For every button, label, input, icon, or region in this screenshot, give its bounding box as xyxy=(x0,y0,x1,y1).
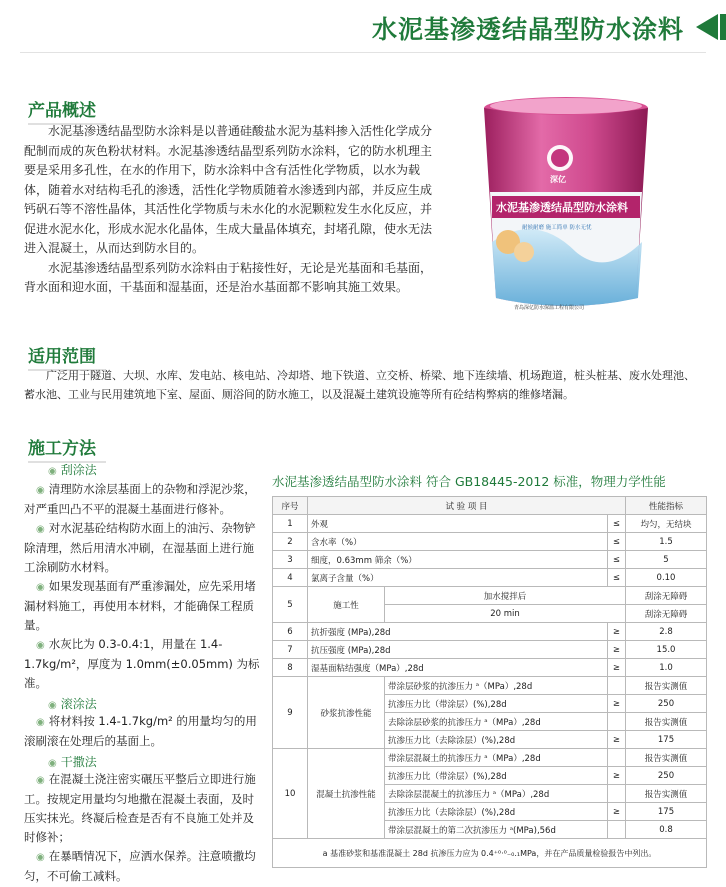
row-sub-item: 20 min xyxy=(385,605,626,623)
header-item: 试 验 项 目 xyxy=(308,497,626,515)
table-footnote: a 基准砂浆和基准混凝土 28d 抗渗压力应为 0.4⁺⁰·⁰₋₀.₁MPa，并在产品质量检验报告中列出。 xyxy=(273,839,707,868)
row-spec: 250 xyxy=(626,695,707,713)
header-spec: 性能指标 xyxy=(626,497,707,515)
row-no: 9 xyxy=(273,677,308,749)
method-column xyxy=(24,461,264,886)
row-sub-item: 带涂层砂浆的抗渗压力 ᵃ（MPa）,28d xyxy=(385,677,608,695)
row-spec: 报告实测值 xyxy=(626,785,707,803)
method-dry-step-1-text: 在混凝土浇注密实碾压平整后立即进行施工。按规定用量均匀地撒在混凝土表面，及时压实抹光。终凝后检查是否有不良施工处并及时修补； xyxy=(24,772,256,844)
row-op: ≥ xyxy=(607,659,625,677)
row-item: 混凝土抗渗性能 xyxy=(308,749,385,839)
row-op xyxy=(607,749,625,767)
method-dry-label: 干撒法 xyxy=(60,755,97,769)
row-spec: 1.0 xyxy=(626,659,707,677)
row-item: 砂浆抗渗性能 xyxy=(308,677,385,749)
row-no: 1 xyxy=(273,515,308,533)
row-no: 6 xyxy=(273,623,308,641)
method-dry-heading: ◉ 干撒法 xyxy=(48,755,97,769)
method-scrape-step-4-text: 水灰比为 0.3-0.4:1，用量在 1.4-1.7kg/m²，厚度为 1.0mm(±0.05mm) 为标准。 xyxy=(24,637,260,690)
row-item: 细度，0.63mm 筛余（%） xyxy=(308,551,608,569)
row-spec: 均匀，无结块 xyxy=(626,515,707,533)
header-no: 序号 xyxy=(273,497,308,515)
row-item: 抗折强度 (MPa),28d xyxy=(308,623,608,641)
row-no: 10 xyxy=(273,749,308,839)
product-bucket-image xyxy=(466,92,666,324)
header-arrow-icon xyxy=(696,14,718,40)
row-spec: 刮涂无障碍 xyxy=(626,587,707,605)
row-no: 7 xyxy=(273,641,308,659)
method-scrape-heading: ◉ 刮涂法 xyxy=(48,463,97,477)
scope-text: 广泛用于隧道、大坝、水库、发电站、核电站、冷却塔、地下铁道、立交桥、桥梁、地下连续墙、机场跑道，桩头桩基、废水处理池、蓄水池、工业与民用建筑地下室、屋面、厕浴间的防水施工，以及混凝土建筑设施等所有砼结构弊病的维修堵漏。 xyxy=(24,369,695,401)
row-spec: 0.10 xyxy=(626,569,707,587)
table-row xyxy=(273,659,707,677)
row-no: 2 xyxy=(273,533,308,551)
row-no: 5 xyxy=(273,587,308,623)
row-op: ≥ xyxy=(607,641,625,659)
method-dry-step-2-text: 在暴晒情况下，应洒水保养。注意喷撒均匀，不可偷工减料。 xyxy=(24,849,256,883)
row-op: ≤ xyxy=(607,533,625,551)
row-sub-item: 加水搅拌后 xyxy=(385,587,626,605)
method-roll-step-1: ◉ 将材料按 1.4-1.7kg/m² 的用量均匀的用滚刷滚在处理后的基面上。 xyxy=(24,714,257,748)
row-spec: 0.8 xyxy=(626,821,707,839)
overview-paragraph-1: 水泥基渗透结晶型防水涂料是以普通硅酸盐水泥为基料掺入活性化学成分配制而成的灰色粉状材料。水泥基渗透结晶型系列防水涂料，它的防水机理主要是采用多孔性，在水的作用下，防水涂料中含有活性化学物质，以水为载体，随着水对结构毛孔的渗透，活性化学物质随着水渗透到内部，并反应生成钙矾石等不溶性晶体，其活性化学物质与未水化的水泥颗粒发生水化反应，并促进水泥水化，形成水泥水化晶体，生成大量晶体填充，封堵孔隙，使水无法进入混凝土，从而达到防水目的。 xyxy=(24,124,433,255)
row-spec: 报告实测值 xyxy=(626,749,707,767)
row-sub-item: 抗渗压力比（去除涂层）(%),28d xyxy=(385,803,608,821)
method-scrape-label: 刮涂法 xyxy=(60,463,97,477)
row-op xyxy=(607,713,625,731)
row-op: ≥ xyxy=(607,767,625,785)
method-roll-heading: ◉ 滚涂法 xyxy=(48,697,97,711)
row-sub-item: 去除涂层混凝土的抗渗压力 ᵃ（MPa）,28d xyxy=(385,785,608,803)
row-spec: 1.5 xyxy=(626,533,707,551)
row-spec: 250 xyxy=(626,767,707,785)
header-accent-bar xyxy=(720,14,726,40)
method-heading xyxy=(28,434,96,459)
method-scrape-step-1: ◉ 清理防水涂层基面上的杂物和浮泥沙浆，对严重凹凸不平的混凝土基面进行修补。 xyxy=(24,482,256,516)
table-row xyxy=(273,569,707,587)
method-scrape-step-3: ◉ 如果发现基面有严重渗漏处，应先采用堵漏材料施工，再使用本材料，才能确保工程质量。 xyxy=(24,579,256,632)
row-op: ≤ xyxy=(607,551,625,569)
row-op: ≤ xyxy=(607,515,625,533)
table-row xyxy=(273,515,707,533)
table-row xyxy=(273,587,707,605)
row-no: 4 xyxy=(273,569,308,587)
row-spec: 5 xyxy=(626,551,707,569)
header-divider xyxy=(20,52,706,53)
row-spec: 15.0 xyxy=(626,641,707,659)
row-op: ≥ xyxy=(607,695,625,713)
row-item: 抗压强度 (MPa),28d xyxy=(308,641,608,659)
method-scrape-step-2-text: 对水泥基砼结构防水面上的油污、杂物铲除清理，然后用清水冲刷，在湿基面上进行施工涂刷防水材料。 xyxy=(24,521,256,574)
row-spec: 报告实测值 xyxy=(626,677,707,695)
table-row xyxy=(273,641,707,659)
table-header-row xyxy=(273,497,707,515)
method-scrape-step-3-text: 如果发现基面有严重渗漏处，应先采用堵漏材料施工，再使用本材料，才能确保工程质量。 xyxy=(24,579,256,632)
scope-heading-text: 适用范围 xyxy=(28,347,96,367)
row-op: ≥ xyxy=(607,731,625,749)
row-op: ≥ xyxy=(607,623,625,641)
overview-heading xyxy=(28,96,96,121)
row-spec: 175 xyxy=(626,731,707,749)
scope-heading xyxy=(28,342,96,367)
method-dry-step-1: ◉ 在混凝土浇注密实碾压平整后立即进行施工。按规定用量均匀地撒在混凝土表面，及时压实抹光。终凝后检查是否有不良施工处并及时修补； xyxy=(24,772,256,844)
row-op xyxy=(607,677,625,695)
table-row xyxy=(273,677,707,695)
row-op xyxy=(607,785,625,803)
row-spec: 刮涂无障碍 xyxy=(626,605,707,623)
spec-table xyxy=(272,496,707,868)
overview-heading-text: 产品概述 xyxy=(28,101,96,121)
product-label: 水泥基渗透结晶型防水涂料 xyxy=(496,201,628,214)
row-op xyxy=(607,821,625,839)
product-maker: 青岛深亿防水保温工程有限公司 xyxy=(514,305,585,311)
row-spec: 175 xyxy=(626,803,707,821)
product-tagline: 耐候耐磨 施工简单 防水无忧 xyxy=(522,225,592,231)
row-item: 施工性 xyxy=(308,587,385,623)
row-sub-item: 带涂层混凝土的抗渗压力 ᵃ（MPa）,28d xyxy=(385,749,608,767)
table-title: 水泥基渗透结晶型防水涂料 符合 GB18445-2012 标准，物理力学性能 xyxy=(272,474,666,489)
page-title: 水泥基渗透结晶型防水涂料 xyxy=(371,15,684,44)
method-scrape-step-2: ◉ 对水泥基砼结构防水面上的油污、杂物铲除清理，然后用清水冲刷，在湿基面上进行施工涂刷防水材料。 xyxy=(24,521,256,574)
row-no: 3 xyxy=(273,551,308,569)
row-item: 外观 xyxy=(308,515,608,533)
row-op: ≤ xyxy=(607,569,625,587)
row-sub-item: 抗渗压力比（去除涂层）(%),28d xyxy=(385,731,608,749)
table-row xyxy=(273,533,707,551)
method-scrape-step-4: ◉ 水灰比为 0.3-0.4:1，用量在 1.4-1.7kg/m²，厚度为 1.0mm(±0.05mm) 为标准。 xyxy=(24,637,260,690)
row-spec: 报告实测值 xyxy=(626,713,707,731)
overview-paragraph-2: 水泥基渗透结晶型系列防水涂料由于粘接性好，无论是光基面和毛基面，背水面和迎水面，干基面和湿基面，还是治水基面都不影响其施工效果。 xyxy=(24,260,433,294)
row-sub-item: 去除涂层砂浆的抗渗压力 ᵃ（MPa）,28d xyxy=(385,713,608,731)
table-footnote-row xyxy=(273,839,707,868)
method-roll-step-1-text: 将材料按 1.4-1.7kg/m² 的用量均匀的用滚刷滚在处理后的基面上。 xyxy=(24,714,257,748)
method-roll-label: 滚涂法 xyxy=(60,697,97,711)
row-sub-item: 抗渗压力比（带涂层）(%),28d xyxy=(385,767,608,785)
row-sub-item: 带涂层混凝土的第二次抗渗压力 ᵃ(MPa),56d xyxy=(385,821,608,839)
row-item: 含水率（%） xyxy=(308,533,608,551)
overview-body xyxy=(24,122,436,298)
row-sub-item: 抗渗压力比（带涂层）(%),28d xyxy=(385,695,608,713)
product-brand: 深亿 xyxy=(550,175,566,184)
method-heading-text: 施工方法 xyxy=(28,439,96,459)
row-item: 湿基面粘结强度（MPa）,28d xyxy=(308,659,608,677)
row-spec: 2.8 xyxy=(626,623,707,641)
table-row xyxy=(273,623,707,641)
row-item: 氯离子含量（%） xyxy=(308,569,608,587)
row-op: ≥ xyxy=(607,803,625,821)
method-scrape-step-1-text: 清理防水涂层基面上的杂物和浮泥沙浆，对严重凹凸不平的混凝土基面进行修补。 xyxy=(24,482,256,516)
table-row xyxy=(273,749,707,767)
method-dry-step-2: ◉ 在暴晒情况下，应洒水保养。注意喷撒均匀，不可偷工减料。 xyxy=(24,849,256,883)
row-no: 8 xyxy=(273,659,308,677)
table-row xyxy=(273,551,707,569)
